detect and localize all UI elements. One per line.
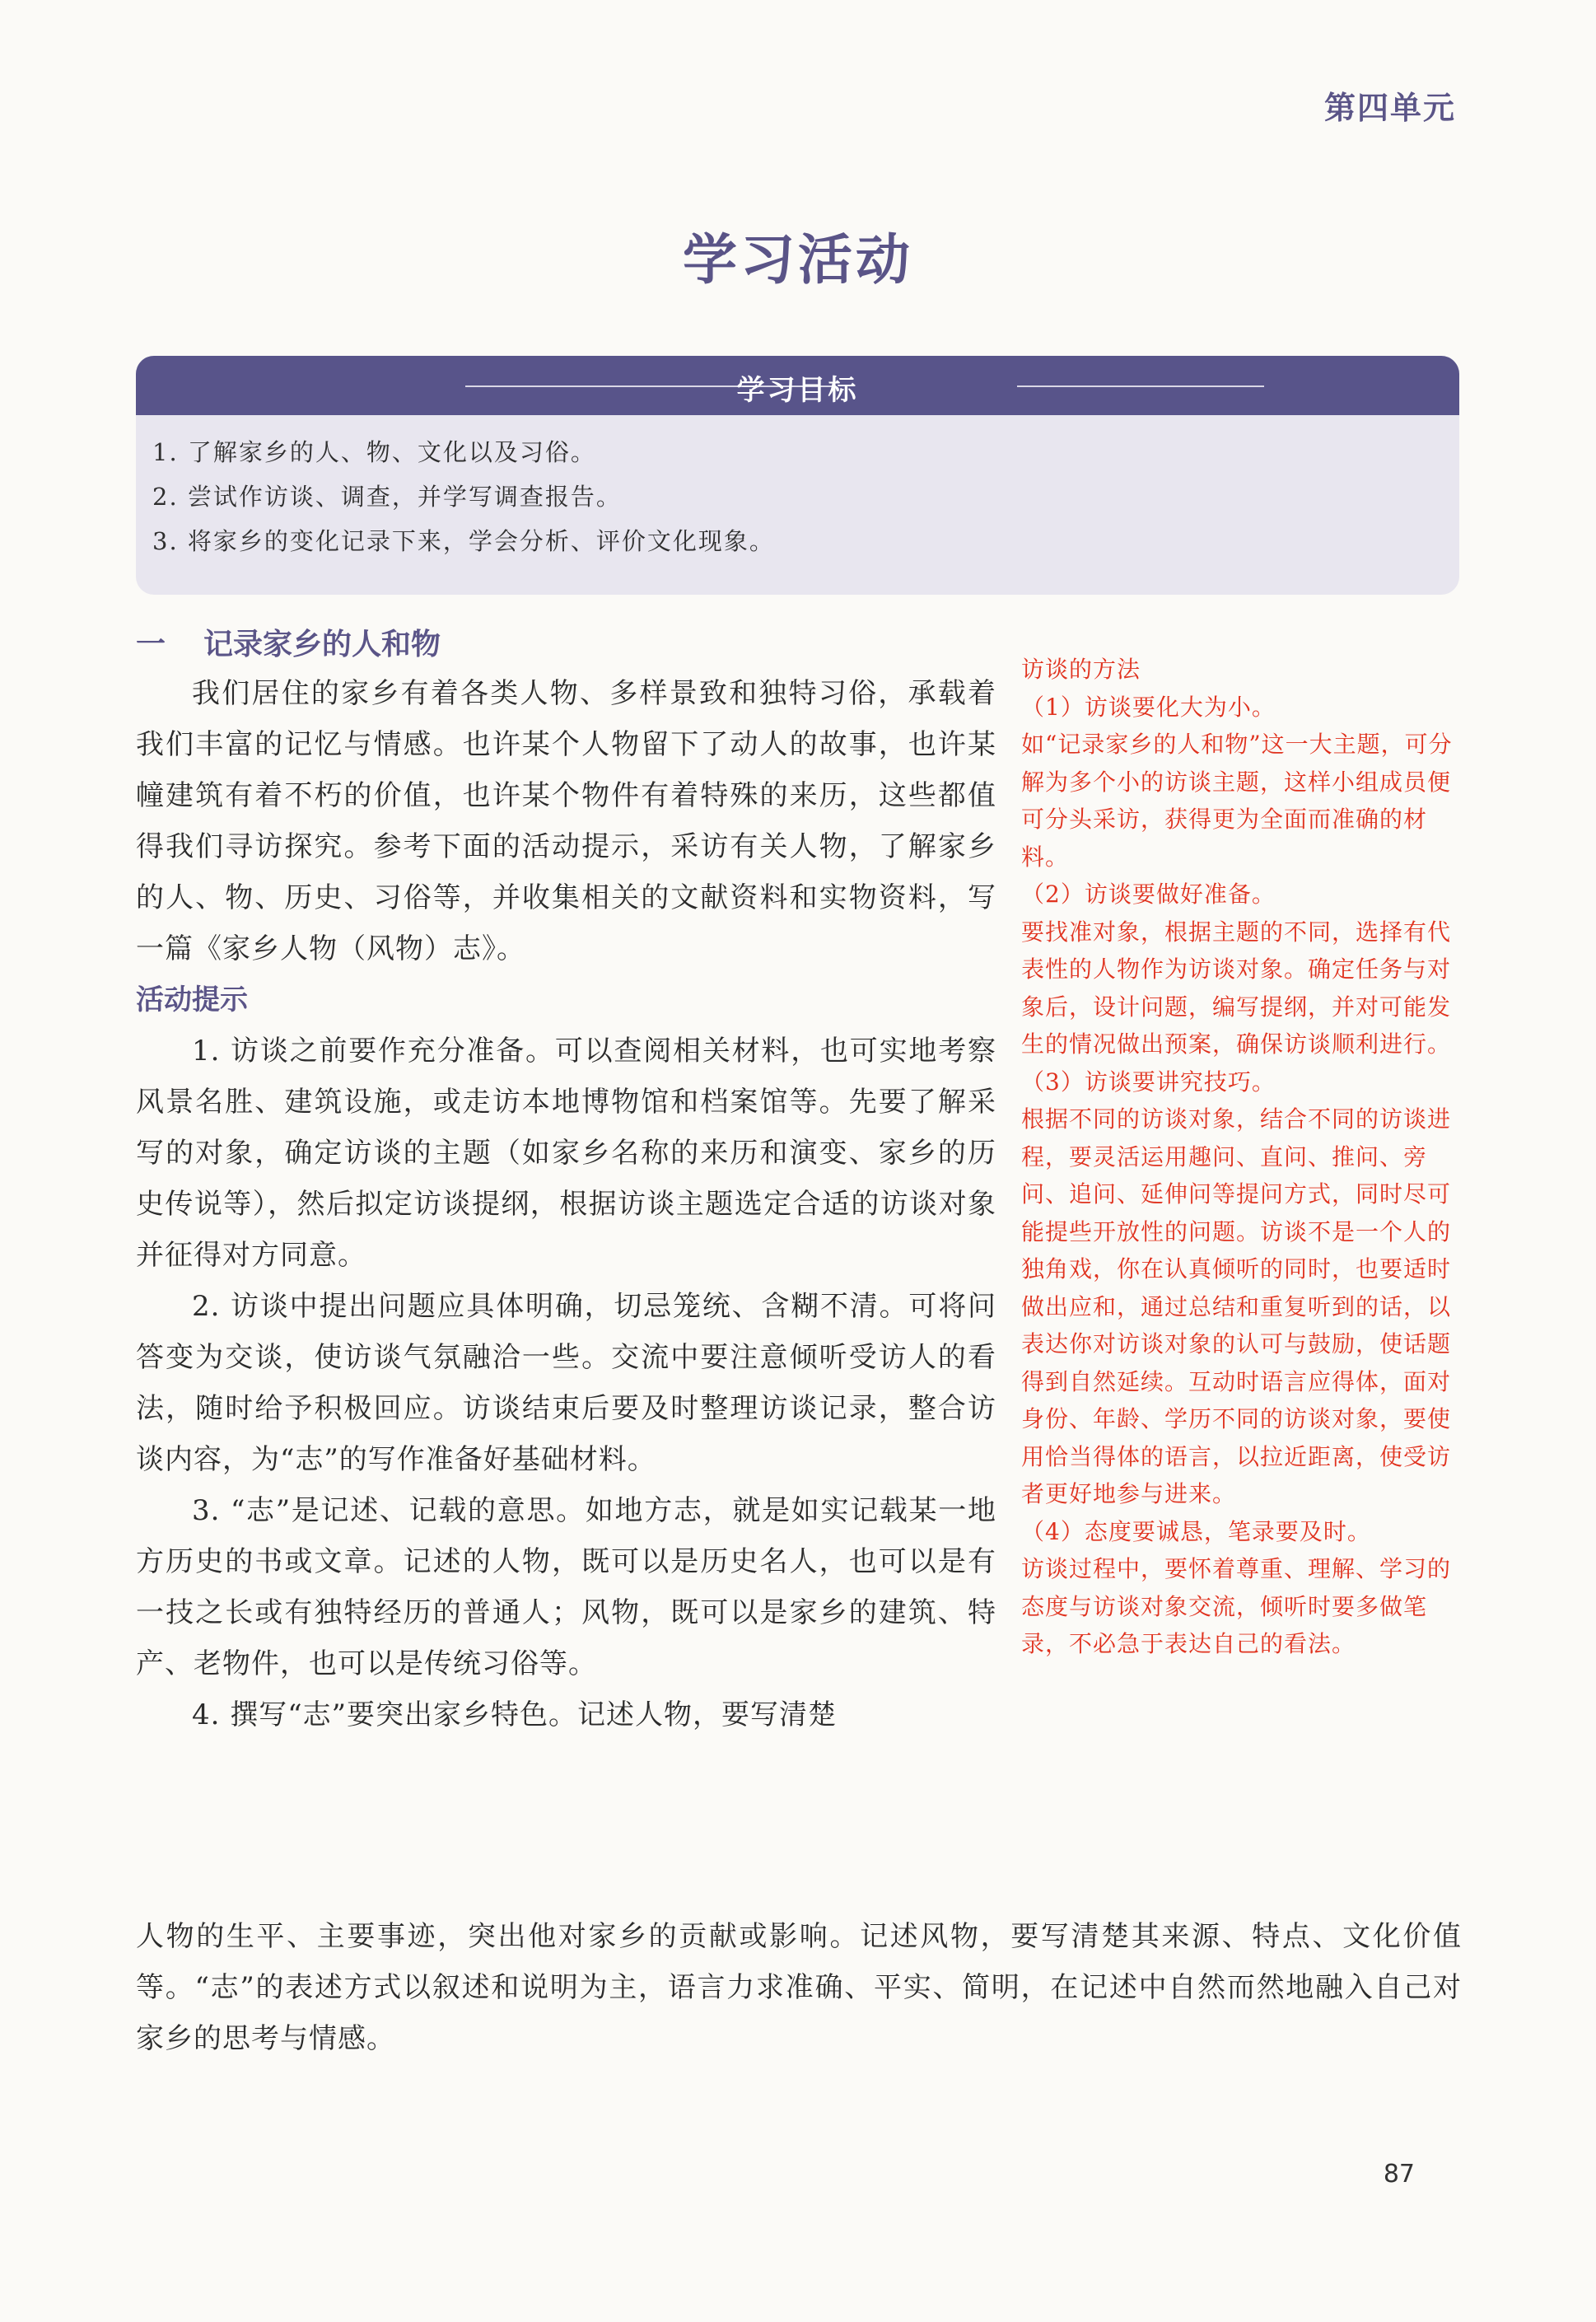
goal-item: 2. 尝试作访谈、调查，并学写调查报告。 xyxy=(152,483,622,511)
sidebar-heading-2: （2）访谈要做好准备。 xyxy=(1021,881,1276,908)
learning-goals-list xyxy=(136,415,1459,563)
section-number: 一 xyxy=(136,628,166,661)
section-heading xyxy=(136,622,996,668)
intro-paragraph: 我们居住的家乡有着各类人物、多样景致和独特习俗，承载着我们丰富的记忆与情感。也许某个人物留下了动人的故事，也许某幢建筑有着不朽的价值，也许某个物件有着特殊的来历，这些都值得我们寻访探究。参考下面的活动提示，采访有关人物，了解家乡的人、物、历史、习俗等，并收集相关的文献资料和实物资料，写一篇《家乡人物（风物）志》。 xyxy=(136,677,996,965)
sidebar-heading-1: （1）访谈要化大为小。 xyxy=(1021,693,1276,721)
sidebar-title: 访谈的方法 xyxy=(1021,656,1141,683)
sidebar-body-2: 要找准对象，根据主题的不同，选择有代表性的人物作为访谈对象。确定任务与对象后，设计问题，编写提纲，并对可能发生的情况做出预案，确保访谈顺利进行。 xyxy=(1021,918,1452,1058)
page-title: 学习活动 xyxy=(683,228,913,292)
goal-item: 3. 将家乡的变化记录下来，学会分析、评价文化现象。 xyxy=(152,527,775,555)
unit-label: 第四单元 xyxy=(1323,90,1456,126)
sidebar-body-1: 如“记录家乡的人和物”这一大主题，可分解为多个小的访谈主题，这样小组成员便可分头采访，获得更为全面而准确的材料。 xyxy=(1021,731,1453,871)
sidebar-body-4: 访谈过程中，要怀着尊重、理解、学习的态度与访谈对象交流，倾听时要多做笔录，不必急于表达自己的看法。 xyxy=(1021,1555,1452,1657)
tip-paragraph-2: 2. 访谈中提出问题应具体明确，切忌笼统、含糊不清。可将问答变为交谈，使访谈气氛融洽一些。交流中要注意倾听受访人的看法，随时给予积极回应。访谈结束后要及时整理访谈记录，整合访谈内容，为“志”的写作准备好基础材料。 xyxy=(136,1290,996,1476)
activity-tips-heading: 活动提示 xyxy=(136,983,248,1016)
learning-goals-header xyxy=(136,356,1459,415)
learning-goals-box xyxy=(136,356,1459,595)
interview-methods-sidebar xyxy=(1021,651,1462,1663)
goal-item: 1. 了解家乡的人、物、文化以及习俗。 xyxy=(152,438,596,466)
sidebar-heading-4: （4）态度要诚恳，笔录要及时。 xyxy=(1021,1517,1371,1545)
tip-paragraph-4: 4. 撰写“志”要突出家乡特色。记述人物，要写清楚 xyxy=(192,1698,838,1731)
header-divider-right xyxy=(1017,385,1264,387)
tip-paragraph-4-continued: 人物的生平、主要事迹，突出他对家乡的贡献或影响。记述风物，要写清楚其来源、特点、文化价值等。“志”的表述方式以叙述和说明为主，语言力求准确、平实、简明，在记述中自然而然地融入自己对家乡的思考与情感。 xyxy=(136,1920,1462,2055)
tip-paragraph-1: 1. 访谈之前要作充分准备。可以查阅相关材料，也可实地考察风景名胜、建筑设施，或走访本地博物馆和档案馆等。先要了解采写的对象，确定访谈的主题（如家乡名称的来历和演变、家乡的历史传说等），然后拟定访谈提纲，根据访谈主题选定合适的访谈对象并征得对方同意。 xyxy=(136,1035,996,1272)
main-column xyxy=(136,622,996,1740)
learning-goals-label: 学习目标 xyxy=(736,374,859,407)
tip-paragraph-3: 3. “志”是记述、记载的意思。如地方志，就是如实记载某一地方历史的书或文章。记述的人物，既可以是历史名人，也可以是有一技之长或有独特经历的普通人；风物，既可以是家乡的建筑、特产、老物件，也可以是传统习俗等。 xyxy=(136,1494,996,1680)
section-title: 记录家乡的人和物 xyxy=(203,628,441,661)
page-number: 87 xyxy=(1383,2160,1415,2189)
sidebar-body-3: 根据不同的访谈对象，结合不同的访谈进程，要灵活运用趣问、直问、推问、旁问、追问、延伸问等提问方式，同时尽可能提些开放性的问题。访谈不是一个人的独角戏，你在认真倾听的同时，也要适时做出应和，通过总结和重复听到的话，以表达你对访谈对象的认可与鼓励，使话题得到自然延续。互动时语言应得体，面对身份、年龄、学历不同的访谈对象，要使用恰当得体的语言，以拉近距离，使受访者更好地参与进来。 xyxy=(1021,1105,1452,1507)
sidebar-heading-3: （3）访谈要讲究技巧。 xyxy=(1021,1068,1276,1096)
